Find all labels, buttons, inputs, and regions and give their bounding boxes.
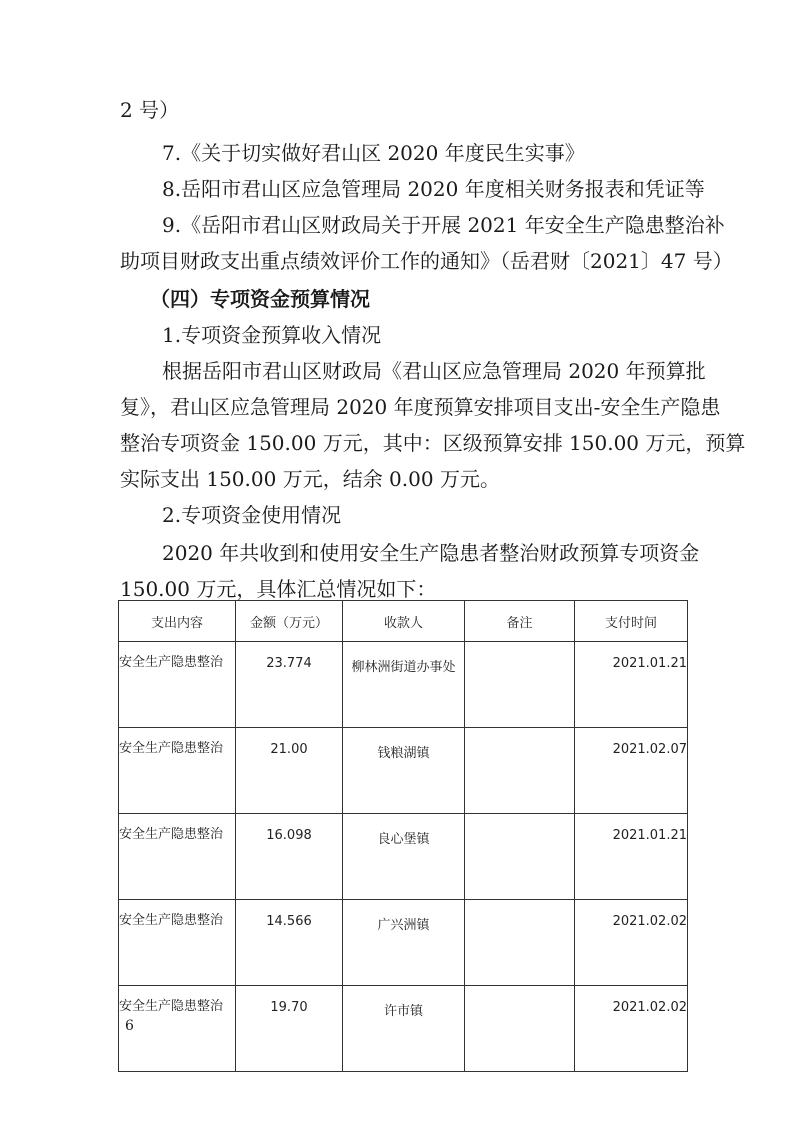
text-line: 助项目财政支出重点绩效评价工作的通知》（岳君财〔2021〕47 号）: [120, 249, 733, 273]
cell-note: [465, 986, 575, 1072]
table-row: [119, 642, 688, 728]
column-header: 备注: [465, 601, 575, 642]
cell-payee: 良心堡镇: [343, 814, 465, 900]
cell-payee: 许市镇: [343, 986, 465, 1072]
cell-amount: 21.00: [236, 728, 343, 814]
page-number: 6: [125, 1018, 134, 1034]
subsection-heading-1: 1.专项资金预算收入情况: [162, 323, 382, 347]
cell-amount: 23.774: [236, 642, 343, 728]
cell-payee: 钱粮湖镇: [343, 728, 465, 814]
table-row: [119, 728, 688, 814]
column-header: 支付时间: [575, 601, 688, 642]
cell-content: 安全生产隐患整治: [119, 814, 236, 900]
cell-amount: 19.70: [236, 986, 343, 1072]
cell-payee: 柳林洲街道办事处: [343, 642, 465, 728]
reference-item-8: 8.岳阳市君山区应急管理局 2020 年度相关财务报表和凭证等: [162, 177, 705, 201]
cell-content: 安全生产隐患整治: [119, 728, 236, 814]
cell-date: 2021.02.02: [575, 900, 688, 986]
cell-payee: 广兴洲镇: [343, 900, 465, 986]
text-line: 实际支出 150.00 万元，结余 0.00 万元。: [120, 467, 500, 491]
reference-item-9: 9.《岳阳市君山区财政局关于开展 2021 年安全生产隐患整治补: [162, 213, 725, 237]
text-line: 2020 年共收到和使用安全生产隐患者整治财政预算专项资金: [162, 541, 700, 565]
cell-note: [465, 728, 575, 814]
cell-content: 安全生产隐患整治: [119, 900, 236, 986]
table-header-row: [119, 601, 688, 642]
cell-date: 2021.02.07: [575, 728, 688, 814]
cell-date: 2021.01.21: [575, 642, 688, 728]
table-row: [119, 814, 688, 900]
reference-item-7: 7.《关于切实做好君山区 2020 年度民生实事》: [162, 141, 585, 165]
cell-note: [465, 642, 575, 728]
cell-content: 安全生产隐患整治: [119, 986, 236, 1072]
cell-note: [465, 900, 575, 986]
subsection-heading-2: 2.专项资金使用情况: [162, 503, 342, 527]
cell-date: 2021.01.21: [575, 814, 688, 900]
column-header: 收款人: [343, 601, 465, 642]
text-line: 150.00 万元，具体汇总情况如下：: [120, 577, 437, 601]
expenditure-table: [118, 600, 688, 1072]
table-row: [119, 986, 688, 1072]
cell-note: [465, 814, 575, 900]
cell-date: 2021.02.02: [575, 986, 688, 1072]
section-heading: （四）专项资金预算情况: [150, 287, 370, 311]
cell-amount: 16.098: [236, 814, 343, 900]
column-header: 金额（万元）: [236, 601, 343, 642]
table-row: [119, 900, 688, 986]
text-line: 复》，君山区应急管理局 2020 年度预算安排项目支出-安全生产隐患: [120, 395, 721, 419]
text-line: 根据岳阳市君山区财政局《君山区应急管理局 2020 年预算批: [162, 359, 706, 383]
text-line: 2 号）: [120, 98, 180, 122]
cell-content: 安全生产隐患整治: [119, 642, 236, 728]
text-line: 整治专项资金 150.00 万元，其中：区级预算安排 150.00 万元，预算: [120, 431, 746, 455]
cell-amount: 14.566: [236, 900, 343, 986]
column-header: 支出内容: [119, 601, 236, 642]
